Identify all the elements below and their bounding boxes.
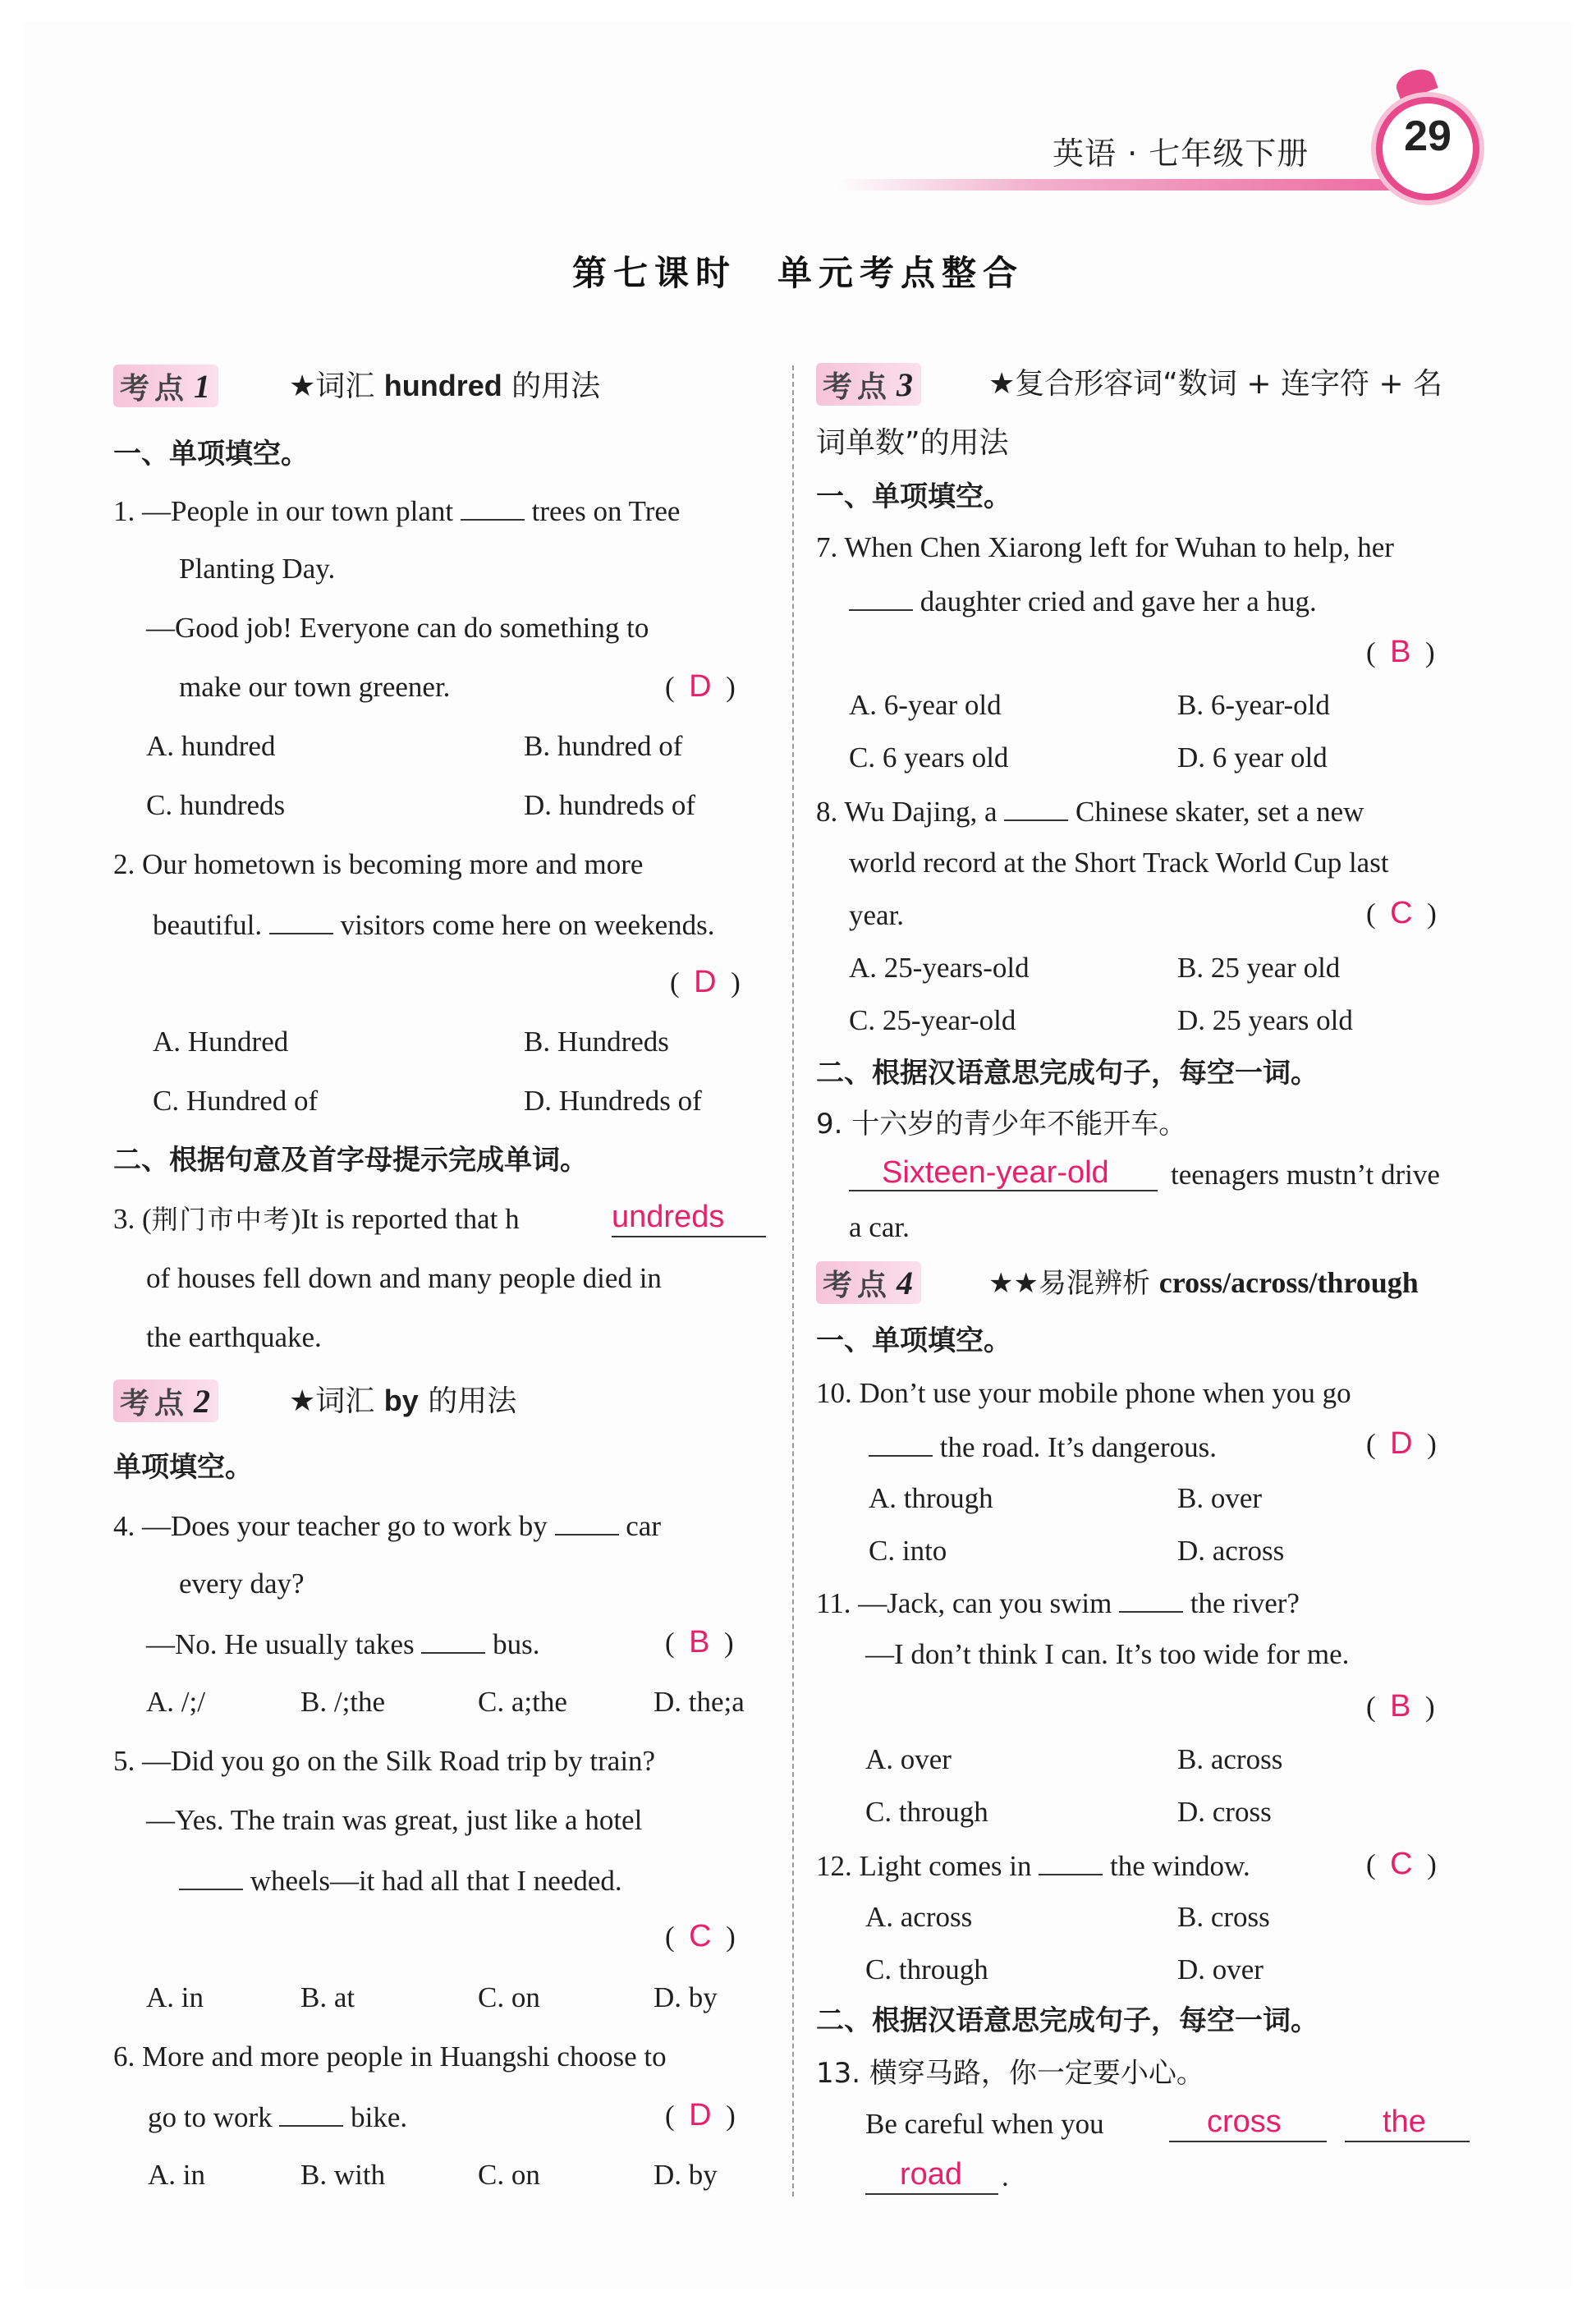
question-3-line-2: of houses fell down and many people died in bbox=[146, 1262, 662, 1294]
answer-choice: B bbox=[1390, 1689, 1411, 1724]
section-heading: 一、单项填空。 bbox=[816, 480, 1011, 513]
question-3-line-3: the earthquake. bbox=[146, 1321, 322, 1353]
title-prefix: ★★易混辨析 bbox=[988, 1267, 1150, 1300]
section-heading: 一、单项填空。 bbox=[816, 1324, 1011, 1357]
kaodian-badge-4 bbox=[816, 1261, 921, 1304]
question-4-line-1: 4. —Does your teacher go to work by car bbox=[113, 1508, 661, 1544]
answer-blank bbox=[279, 2099, 343, 2127]
question-8-line-3: year. bbox=[849, 899, 905, 931]
option: A. Hundred bbox=[153, 1026, 289, 1058]
option: C. 25-year-old bbox=[849, 1004, 1016, 1036]
option: B. 6-year-old bbox=[1177, 689, 1330, 721]
exam-source: 荆门市中考 bbox=[151, 1204, 291, 1235]
option: D. across bbox=[1177, 1535, 1285, 1567]
answer-parens: ( D ) bbox=[665, 669, 736, 704]
filled-answer: Sixteen-year-old bbox=[882, 1155, 1109, 1190]
answer-blank bbox=[421, 1626, 485, 1654]
option: D. 25 years old bbox=[1177, 1004, 1353, 1036]
title-suffix: 的用法 bbox=[428, 1384, 517, 1418]
option: B. over bbox=[1177, 1482, 1263, 1514]
answer-parens: ( C ) bbox=[1366, 1847, 1437, 1881]
option: A. in bbox=[148, 2159, 205, 2191]
question-8-line-1: 8. Wu Dajing, a Chinese skater, set a new bbox=[816, 793, 1364, 829]
option: D. the;a bbox=[654, 1686, 745, 1718]
filled-answer: road bbox=[900, 2157, 963, 2192]
answer-parens: ( B ) bbox=[665, 1625, 734, 1659]
option: A. 6-year old bbox=[849, 689, 1002, 721]
answer-blank bbox=[269, 907, 333, 934]
answer-parens: ( D ) bbox=[665, 2098, 736, 2132]
answer-choice: B bbox=[1390, 635, 1411, 669]
question-10-line-2: the road. It’s dangerous. bbox=[869, 1429, 1217, 1465]
answer-choice: C bbox=[1390, 896, 1413, 930]
option: D. hundreds of bbox=[524, 789, 695, 821]
question-7-line-2: daughter cried and gave her a hug. bbox=[849, 583, 1317, 619]
option: B. Hundreds bbox=[524, 1026, 669, 1058]
question-5-line-1: 5. —Did you go on the Silk Road trip by train? bbox=[113, 1745, 656, 1777]
page-number: 29 bbox=[1404, 112, 1452, 160]
filled-answer: the bbox=[1383, 2105, 1426, 2139]
section-heading: 一、单项填空。 bbox=[113, 438, 309, 471]
question-5-line-3: wheels—it had all that I needed. bbox=[179, 1862, 622, 1898]
answer-choice: D bbox=[689, 2098, 712, 2132]
question-1-line-2: Planting Day. bbox=[179, 553, 336, 585]
kaodian-number: 1 bbox=[194, 367, 211, 405]
question-11-line-2: —I don’t think I can. It’s too wide for me. bbox=[865, 1638, 1350, 1670]
answer-choice: B bbox=[689, 1625, 710, 1659]
kaodian-4-title bbox=[988, 1265, 1419, 1301]
option: A. across bbox=[865, 1901, 973, 1933]
question-7-line-1: 7. When Chen Xiarong left for Wuhan to help, her bbox=[816, 531, 1394, 563]
kaodian-2-title bbox=[289, 1383, 516, 1420]
answer-blank bbox=[1119, 1585, 1183, 1613]
question-5-line-2: —Yes. The train was great, just like a hotel bbox=[146, 1804, 643, 1836]
option: B. 25 year old bbox=[1177, 952, 1341, 984]
answer-parens: ( B ) bbox=[1366, 1689, 1435, 1724]
answer-choice: D bbox=[1390, 1426, 1413, 1461]
answer-choice: D bbox=[689, 669, 712, 704]
title-prefix: ★词汇 bbox=[289, 1384, 375, 1418]
answer-parens: ( C ) bbox=[665, 1919, 736, 1953]
question-9-line-2: teenagers mustn’t drive bbox=[1171, 1159, 1440, 1191]
answer-parens: ( C ) bbox=[1366, 896, 1437, 930]
option: A. 25-years-old bbox=[849, 952, 1030, 984]
option: C. through bbox=[865, 1796, 988, 1828]
option: C. on bbox=[478, 1981, 540, 2013]
question-6-line-2: go to work bike. bbox=[148, 2099, 407, 2135]
title-suffix: 的用法 bbox=[511, 370, 601, 403]
answer-parens: ( D ) bbox=[1366, 1426, 1437, 1461]
kaodian-label: 考点 bbox=[120, 1385, 190, 1421]
option: D. Hundreds of bbox=[524, 1085, 702, 1117]
option: D. over bbox=[1177, 1953, 1264, 1985]
option: D. by bbox=[654, 2159, 718, 2191]
kaodian-3-title-line-1: ★复合形容词“数词 + 连字符 + 名 bbox=[988, 367, 1443, 401]
kaodian-label: 考点 bbox=[120, 370, 190, 406]
answer-blank bbox=[461, 493, 525, 521]
option: B. across bbox=[1177, 1743, 1283, 1775]
subject-header: 英语 · 七年级下册 bbox=[1053, 135, 1309, 172]
question-11-line-1: 11. —Jack, can you swim the river? bbox=[816, 1585, 1300, 1621]
question-4-line-3: —No. He usually takes bus. bbox=[146, 1626, 539, 1662]
answer-blank bbox=[555, 1508, 619, 1536]
answer-blank bbox=[1039, 1848, 1103, 1875]
question-9-line-3: a car. bbox=[849, 1211, 910, 1243]
title-prefix: ★词汇 bbox=[289, 370, 375, 403]
option: C. on bbox=[478, 2159, 540, 2191]
answer-underline bbox=[849, 1190, 1158, 1191]
answer-underline bbox=[612, 1236, 766, 1237]
option: D. cross bbox=[1177, 1796, 1272, 1828]
section-heading: 二、根据句意及首字母提示完成单词。 bbox=[113, 1144, 588, 1177]
question-9-prompt: 9. 十六岁的青少年不能开车。 bbox=[816, 1108, 1187, 1141]
section-heading: 单项填空。 bbox=[113, 1451, 253, 1484]
answer-parens: ( B ) bbox=[1366, 635, 1435, 669]
question-2-line-2: beautiful. visitors come here on weekends. bbox=[153, 907, 715, 943]
option: B. with bbox=[300, 2159, 386, 2191]
answer-blank bbox=[179, 1862, 243, 1890]
answer-parens: ( D ) bbox=[670, 965, 741, 999]
question-13-line-2: Be careful when you bbox=[865, 2108, 1104, 2140]
question-1-line-4: make our town greener. bbox=[179, 671, 451, 703]
question-6-line-1: 6. More and more people in Huangshi choose to bbox=[113, 2040, 667, 2073]
option: A. in bbox=[146, 1981, 204, 2013]
lesson-title: 第七课时 单元考点整合 bbox=[571, 253, 1024, 293]
question-2-line-1: 2. Our hometown is becoming more and more bbox=[113, 848, 644, 880]
kaodian-badge-3 bbox=[816, 363, 921, 406]
option: B. cross bbox=[1177, 1901, 1270, 1933]
kaodian-badge-2 bbox=[113, 1379, 218, 1422]
title-term: by bbox=[383, 1384, 419, 1417]
option: C. 6 years old bbox=[849, 741, 1009, 773]
question-4-line-2: every day? bbox=[179, 1568, 305, 1600]
title-term: cross/across/through bbox=[1158, 1266, 1419, 1299]
option: A. through bbox=[869, 1482, 993, 1514]
option: C. hundreds bbox=[146, 789, 286, 821]
answer-blank bbox=[849, 583, 913, 611]
column-divider bbox=[792, 365, 794, 2197]
answer-underline bbox=[1345, 2141, 1470, 2142]
kaodian-number: 2 bbox=[194, 1382, 211, 1420]
answer-blank bbox=[1004, 793, 1068, 821]
option: B. /;the bbox=[300, 1686, 386, 1718]
kaodian-number: 3 bbox=[897, 365, 914, 403]
title-term: hundred bbox=[383, 369, 502, 402]
option: C. a;the bbox=[478, 1686, 567, 1718]
question-13-prompt: 13. 横穿马路，你一定要小心。 bbox=[816, 2057, 1204, 2090]
question-10-line-1: 10. Don’t use your mobile phone when you go bbox=[816, 1377, 1351, 1409]
option: B. hundred of bbox=[524, 730, 683, 762]
answer-choice: C bbox=[1390, 1847, 1413, 1881]
kaodian-3-title-line-2: 词单数”的用法 bbox=[816, 426, 1009, 460]
filled-answer: cross bbox=[1207, 2105, 1282, 2139]
option: D. by bbox=[654, 1981, 718, 2013]
option: C. through bbox=[865, 1953, 988, 1985]
kaodian-number: 4 bbox=[897, 1264, 914, 1301]
header-rule bbox=[837, 179, 1404, 191]
kaodian-label: 考点 bbox=[823, 369, 892, 404]
answer-underline bbox=[865, 2193, 998, 2195]
option: C. into bbox=[869, 1535, 947, 1567]
answer-choice: D bbox=[694, 965, 717, 999]
option: A. over bbox=[865, 1743, 952, 1775]
filled-answer: undreds bbox=[612, 1200, 725, 1234]
question-1-line-3: —Good job! Everyone can do something to bbox=[146, 612, 649, 644]
option: D. 6 year old bbox=[1177, 741, 1328, 773]
option: B. at bbox=[300, 1981, 355, 2013]
answer-blank bbox=[869, 1429, 933, 1457]
sentence-end: . bbox=[1002, 2160, 1009, 2192]
section-heading: 二、根据汉语意思完成句子，每空一词。 bbox=[816, 2004, 1319, 2037]
answer-choice: C bbox=[689, 1919, 712, 1953]
question-1-line-1: 1. —People in our town plant trees on Tree bbox=[113, 493, 680, 529]
option: A. /;/ bbox=[146, 1686, 205, 1718]
option: A. hundred bbox=[146, 730, 276, 762]
kaodian-label: 考点 bbox=[823, 1267, 892, 1302]
answer-underline bbox=[1169, 2141, 1327, 2142]
question-3-line-1: 3. (荆门市中考)It is reported that h bbox=[113, 1203, 520, 1235]
section-heading: 二、根据汉语意思完成句子，每空一词。 bbox=[816, 1057, 1319, 1090]
question-12-line-1: 12. Light comes in the window. bbox=[816, 1848, 1250, 1884]
kaodian-badge-1 bbox=[113, 365, 218, 407]
option: C. Hundred of bbox=[153, 1085, 319, 1117]
question-8-line-2: world record at the Short Track World Cup last bbox=[849, 847, 1389, 879]
kaodian-1-title bbox=[289, 368, 600, 405]
